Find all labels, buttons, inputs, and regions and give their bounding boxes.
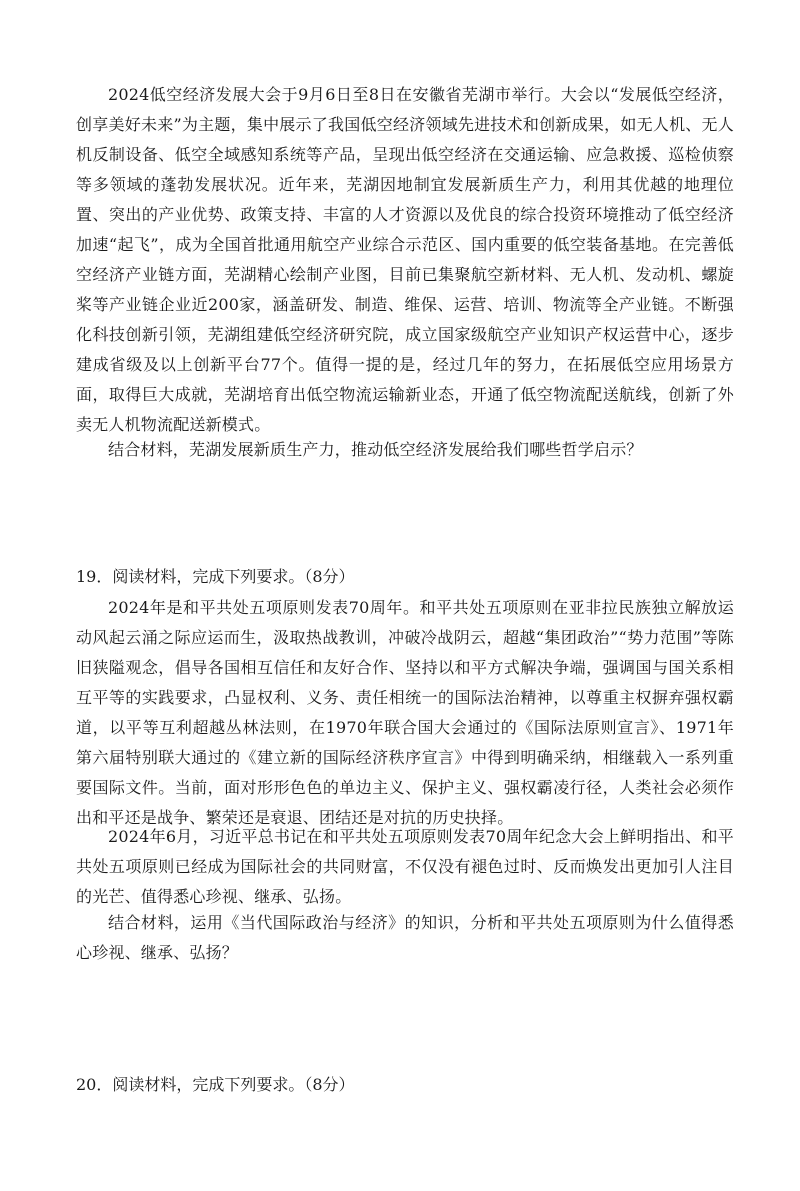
q19-heading: 19．阅读材料，完成下列要求。（8分） — [76, 567, 355, 586]
q19-question: 结合材料，运用《当代国际政治与经济》的知识，分析和平共处五项原则为什么值得悉心珍视、继承、弘扬？ — [76, 913, 734, 962]
q19-material-1: 2024年是和平共处五项原则发表70周年。和平共处五项原则在亚非拉民族独立解放运动风起云涌之际应运而生，汲取热战教训，冲破冷战阴云，超越“集团政治”“势力范围”等陈旧狭隘观念，倡导各国相互信任和友好合作、坚持以和平方式解决争端，强调国与国关系相互平等的实践要求，凸显权利、义务、责任相统一的国际法治精神，以尊重主权摒弃强权霸道，以平等互利超越丛林法则，在1970年联合国大会通过的《国际法原则宣言》、1971年第六届特别联大通过的《建立新的国际经济秩序宣言》中得到明确采纳，相继载入一系列重要国际文件。当前，面对形形色色的单边主义、保护主义、强权霸凌行径，人类社会必须作出和平还是战争、繁荣还是衰退、团结还是对抗的历史抉择。 — [76, 598, 734, 827]
q19-material-2: 2024年6月，习近平总书记在和平共处五项原则发表70周年纪念大会上鲜明指出、和平共处五项原则已经成为国际社会的共同财富，不仅没有褪色过时、反而焕发出更加引人注目的光芒、值得悉心珍视、继承、弘扬。 — [76, 827, 734, 906]
q18-material: 2024低空经济发展大会于9月6日至8日在安徽省芜湖市举行。大会以“发展低空经济，创享美好未来”为主题，集中展示了我国低空经济领域先进技术和创新成果，如无人机、无人机反制设备、低空全域感知系统等产品，呈现出低空经济在交通运输、应急救援、巡检侦察等多领域的蓬勃发展状况。近年来，芜湖因地制宜发展新质生产力，利用其优越的地理位置、突出的产业优势、政策支持、丰富的人才资源以及优良的综合投资环境推动了低空经济加速“起飞”，成为全国首批通用航空产业综合示范区、国内重要的低空装备基地。在完善低空经济产业链方面，芜湖精心绘制产业图，目前已集聚航空新材料、无人机、发动机、螺旋桨等产业链企业近200家，涵盖研发、制造、维保、运营、培训、物流等全产业链。不断强化科技创新引领，芜湖组建低空经济研究院，成立国家级航空产业知识产权运营中心，逐步建成省级及以上创新平台77个。值得一提的是，经过几年的努力，在拓展低空应用场景方面，取得巨大成就，芜湖培育出低空物流运输新业态，开通了低空物流配送航线，创新了外卖无人机物流配送新模式。 — [76, 85, 734, 434]
q20-heading: 20．阅读材料，完成下列要求。（8分） — [76, 1075, 355, 1094]
q18-question: 结合材料，芜湖发展新质生产力，推动低空经济发展给我们哪些哲学启示？ — [108, 440, 643, 459]
